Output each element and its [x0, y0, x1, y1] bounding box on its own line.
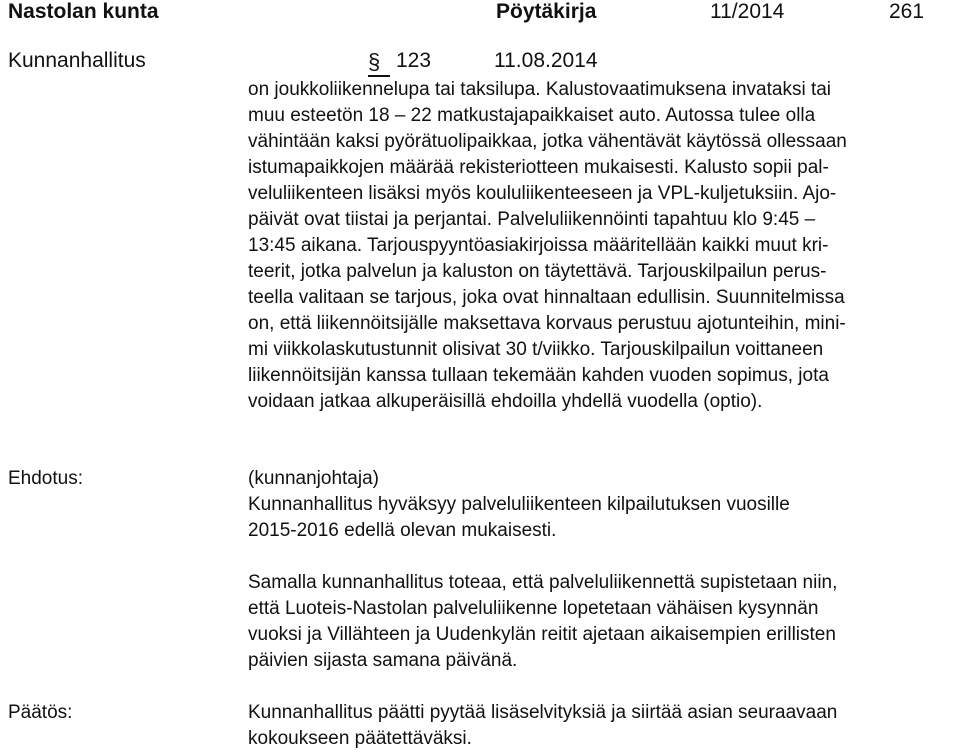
text-line: vuoksi ja Villähteen ja Uudenkylän reitit ajetaan aikaisempien erillisten	[248, 624, 836, 645]
text-line: veluliikenteen lisäksi myös koululiikenteeseen ja VPL-kuljetuksiin. Ajo-	[248, 183, 837, 204]
document-type: Pöytäkirja	[496, 0, 597, 23]
page-number: 261	[889, 0, 925, 23]
text-line: että Luoteis-Nastolan palveluliikenne lopetetaan vähäisen kysynnän	[248, 598, 819, 619]
text-line: kokoukseen päätettäväksi.	[248, 728, 472, 749]
text-line: 2015-2016 edellä olevan mukaisesti.	[248, 520, 557, 541]
text-line: vähintään kaksi pyörätuolipaikkaa, jotka vähentävät käytössä ollessaan	[248, 131, 847, 152]
decision-label: Päätös:	[8, 702, 73, 723]
text-line: istumapaikkojen määrää rekisteriotteen mukaisesti. Kalusto sopii pal-	[248, 157, 829, 178]
text-line: muu esteetön 18 – 22 matkustajapaikkaiset auto. Autossa tulee olla	[248, 105, 816, 126]
text-line: mi viikkolaskutustunnit olisivat 30 t/viikko. Tarjouskilpailun voittaneen	[248, 339, 824, 360]
text-line: Kunnanhallitus päätti pyytää lisäselvityksiä ja siirtää asian seuraavaan	[248, 702, 838, 723]
section-sign-icon: §	[368, 50, 390, 76]
body-name: Kunnanhallitus	[8, 49, 146, 72]
proposal-label: Ehdotus:	[8, 468, 83, 489]
text-line: Kunnanhallitus hyväksyy palveluliikenteen kilpailutuksen vuosille	[248, 494, 790, 515]
text-line: päivien sijasta samana päivänä.	[248, 650, 518, 671]
text-line: voidaan jatkaa alkuperäisillä ehdoilla yhdellä vuodella (optio).	[248, 391, 763, 412]
municipality-name: Nastolan kunta	[8, 0, 159, 23]
text-line: liikennöitsijän kanssa tullaan tekemään kahden vuoden sopimus, jota	[248, 365, 829, 386]
text-line: on joukkoliikennelupa tai taksilupa. Kalustovaatimuksena invataksi tai	[248, 79, 832, 100]
text-line: teerit, jotka palvelun ja kaluston on täytettävä. Tarjouskilpailun perus-	[248, 261, 827, 282]
text-line: 13:45 aikana. Tarjouspyyntöasiakirjoissa määritellään kaikki muut kri-	[248, 235, 829, 256]
section-number: 123	[396, 49, 432, 72]
issue-number: 11/2014	[710, 0, 785, 23]
text-line: (kunnanjohtaja)	[248, 468, 379, 489]
text-line: Samalla kunnanhallitus toteaa, että palveluliikennettä supistetaan niin,	[248, 572, 838, 593]
meeting-date: 11.08.2014	[494, 49, 598, 72]
text-line: teella valitaan se tarjous, joka ovat hinnaltaan edullisin. Suunnitelmissa	[248, 287, 845, 308]
text-line: on, että liikennöitsijälle maksettava korvaus perustuu ajotunteihin, mini-	[248, 313, 846, 334]
text-line: päivät ovat tiistai ja perjantai. Palveluliikennöinti tapahtuu klo 9:45 –	[248, 209, 816, 230]
